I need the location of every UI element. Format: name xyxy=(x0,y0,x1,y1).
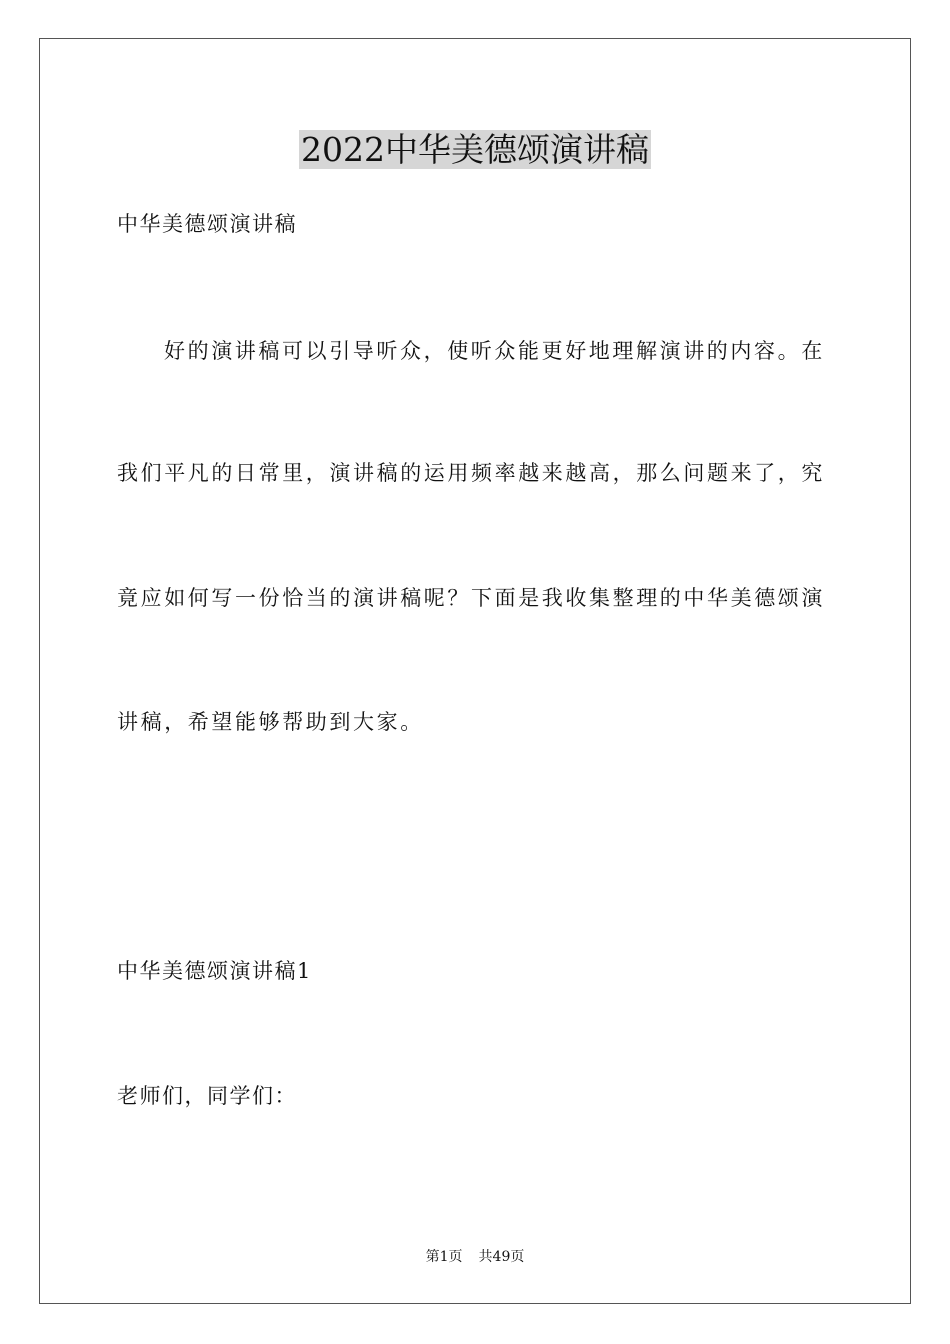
page-footer xyxy=(0,1248,950,1266)
paragraph-line-3: 竟应如何写一份恰当的演讲稿呢？下面是我收集整理的中华美德颂演 xyxy=(117,586,825,610)
paragraph-line-2: 我们平凡的日常里，演讲稿的运用频率越来越高，那么问题来了，究 xyxy=(117,461,825,485)
greeting-line: 老师们，同学们： xyxy=(117,1084,297,1108)
page-total: 共49页 xyxy=(478,1249,525,1265)
document-title-text: 2022中华美德颂演讲稿 xyxy=(301,130,649,169)
page-number: 第1页 xyxy=(425,1249,463,1265)
section-heading: 中华美德颂演讲稿1 xyxy=(117,959,312,983)
paragraph-line-4: 讲稿，希望能够帮助到大家。 xyxy=(117,710,424,734)
document-subtitle: 中华美德颂演讲稿 xyxy=(117,212,297,236)
document-title xyxy=(0,128,950,172)
paragraph-line-1: 好的演讲稿可以引导听众，使听众能更好地理解演讲的内容。在 xyxy=(164,339,825,363)
